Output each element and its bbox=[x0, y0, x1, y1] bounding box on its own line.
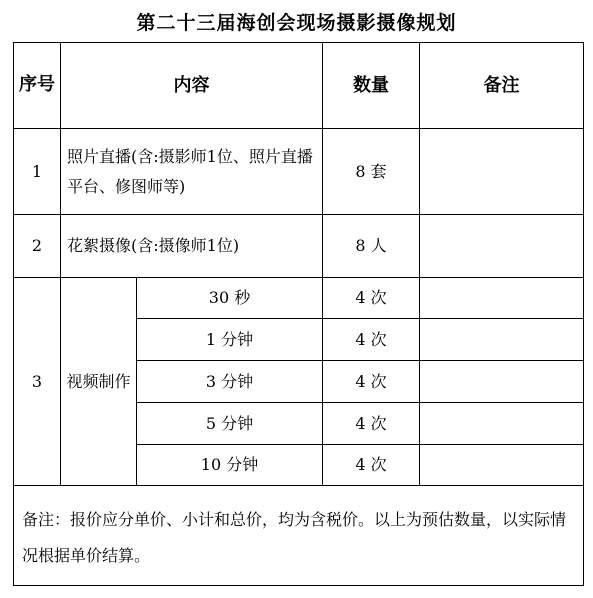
row-quantity: 8 人 bbox=[323, 215, 420, 278]
row-seq: 1 bbox=[14, 129, 61, 215]
footnote-text: 备注：报价应分单价、小计和总价，均为含税价。以上为预估数量，以实际情况根据单价结算。 bbox=[14, 486, 584, 586]
video-quantity: 4 次 bbox=[323, 278, 420, 319]
header-content: 内容 bbox=[61, 43, 323, 129]
video-quantity: 4 次 bbox=[323, 319, 420, 361]
header-quantity: 数量 bbox=[323, 43, 420, 129]
video-duration: 10 分钟 bbox=[137, 445, 323, 486]
row-content: 照片直播(含:摄影师1位、照片直播平台、修图师等) bbox=[61, 129, 323, 215]
row-quantity: 8 套 bbox=[323, 129, 420, 215]
video-label: 视频制作 bbox=[61, 278, 137, 486]
header-remark: 备注 bbox=[420, 43, 584, 129]
video-remark bbox=[420, 278, 584, 319]
video-remark bbox=[420, 319, 584, 361]
video-quantity: 4 次 bbox=[323, 403, 420, 445]
video-seq: 3 bbox=[14, 278, 61, 486]
row-remark bbox=[420, 215, 584, 278]
table-row bbox=[14, 215, 584, 278]
document-title: 第二十三届海创会现场摄影摄像规划 bbox=[136, 12, 457, 34]
row-remark bbox=[420, 129, 584, 215]
video-remark bbox=[420, 445, 584, 486]
video-quantity: 4 次 bbox=[323, 361, 420, 403]
video-duration: 3 分钟 bbox=[137, 361, 323, 403]
table-row bbox=[14, 278, 584, 319]
footnote-row bbox=[14, 486, 584, 586]
header-row bbox=[14, 43, 584, 129]
row-seq: 2 bbox=[14, 215, 61, 278]
video-duration: 5 分钟 bbox=[137, 403, 323, 445]
plan-table bbox=[13, 42, 584, 586]
video-quantity: 4 次 bbox=[323, 445, 420, 486]
video-remark bbox=[420, 403, 584, 445]
table-row bbox=[14, 129, 584, 215]
video-duration: 1 分钟 bbox=[137, 319, 323, 361]
video-duration: 30 秒 bbox=[137, 278, 323, 319]
header-seq: 序号 bbox=[14, 43, 61, 129]
row-content: 花絮摄像(含:摄像师1位) bbox=[61, 215, 323, 278]
video-remark bbox=[420, 361, 584, 403]
